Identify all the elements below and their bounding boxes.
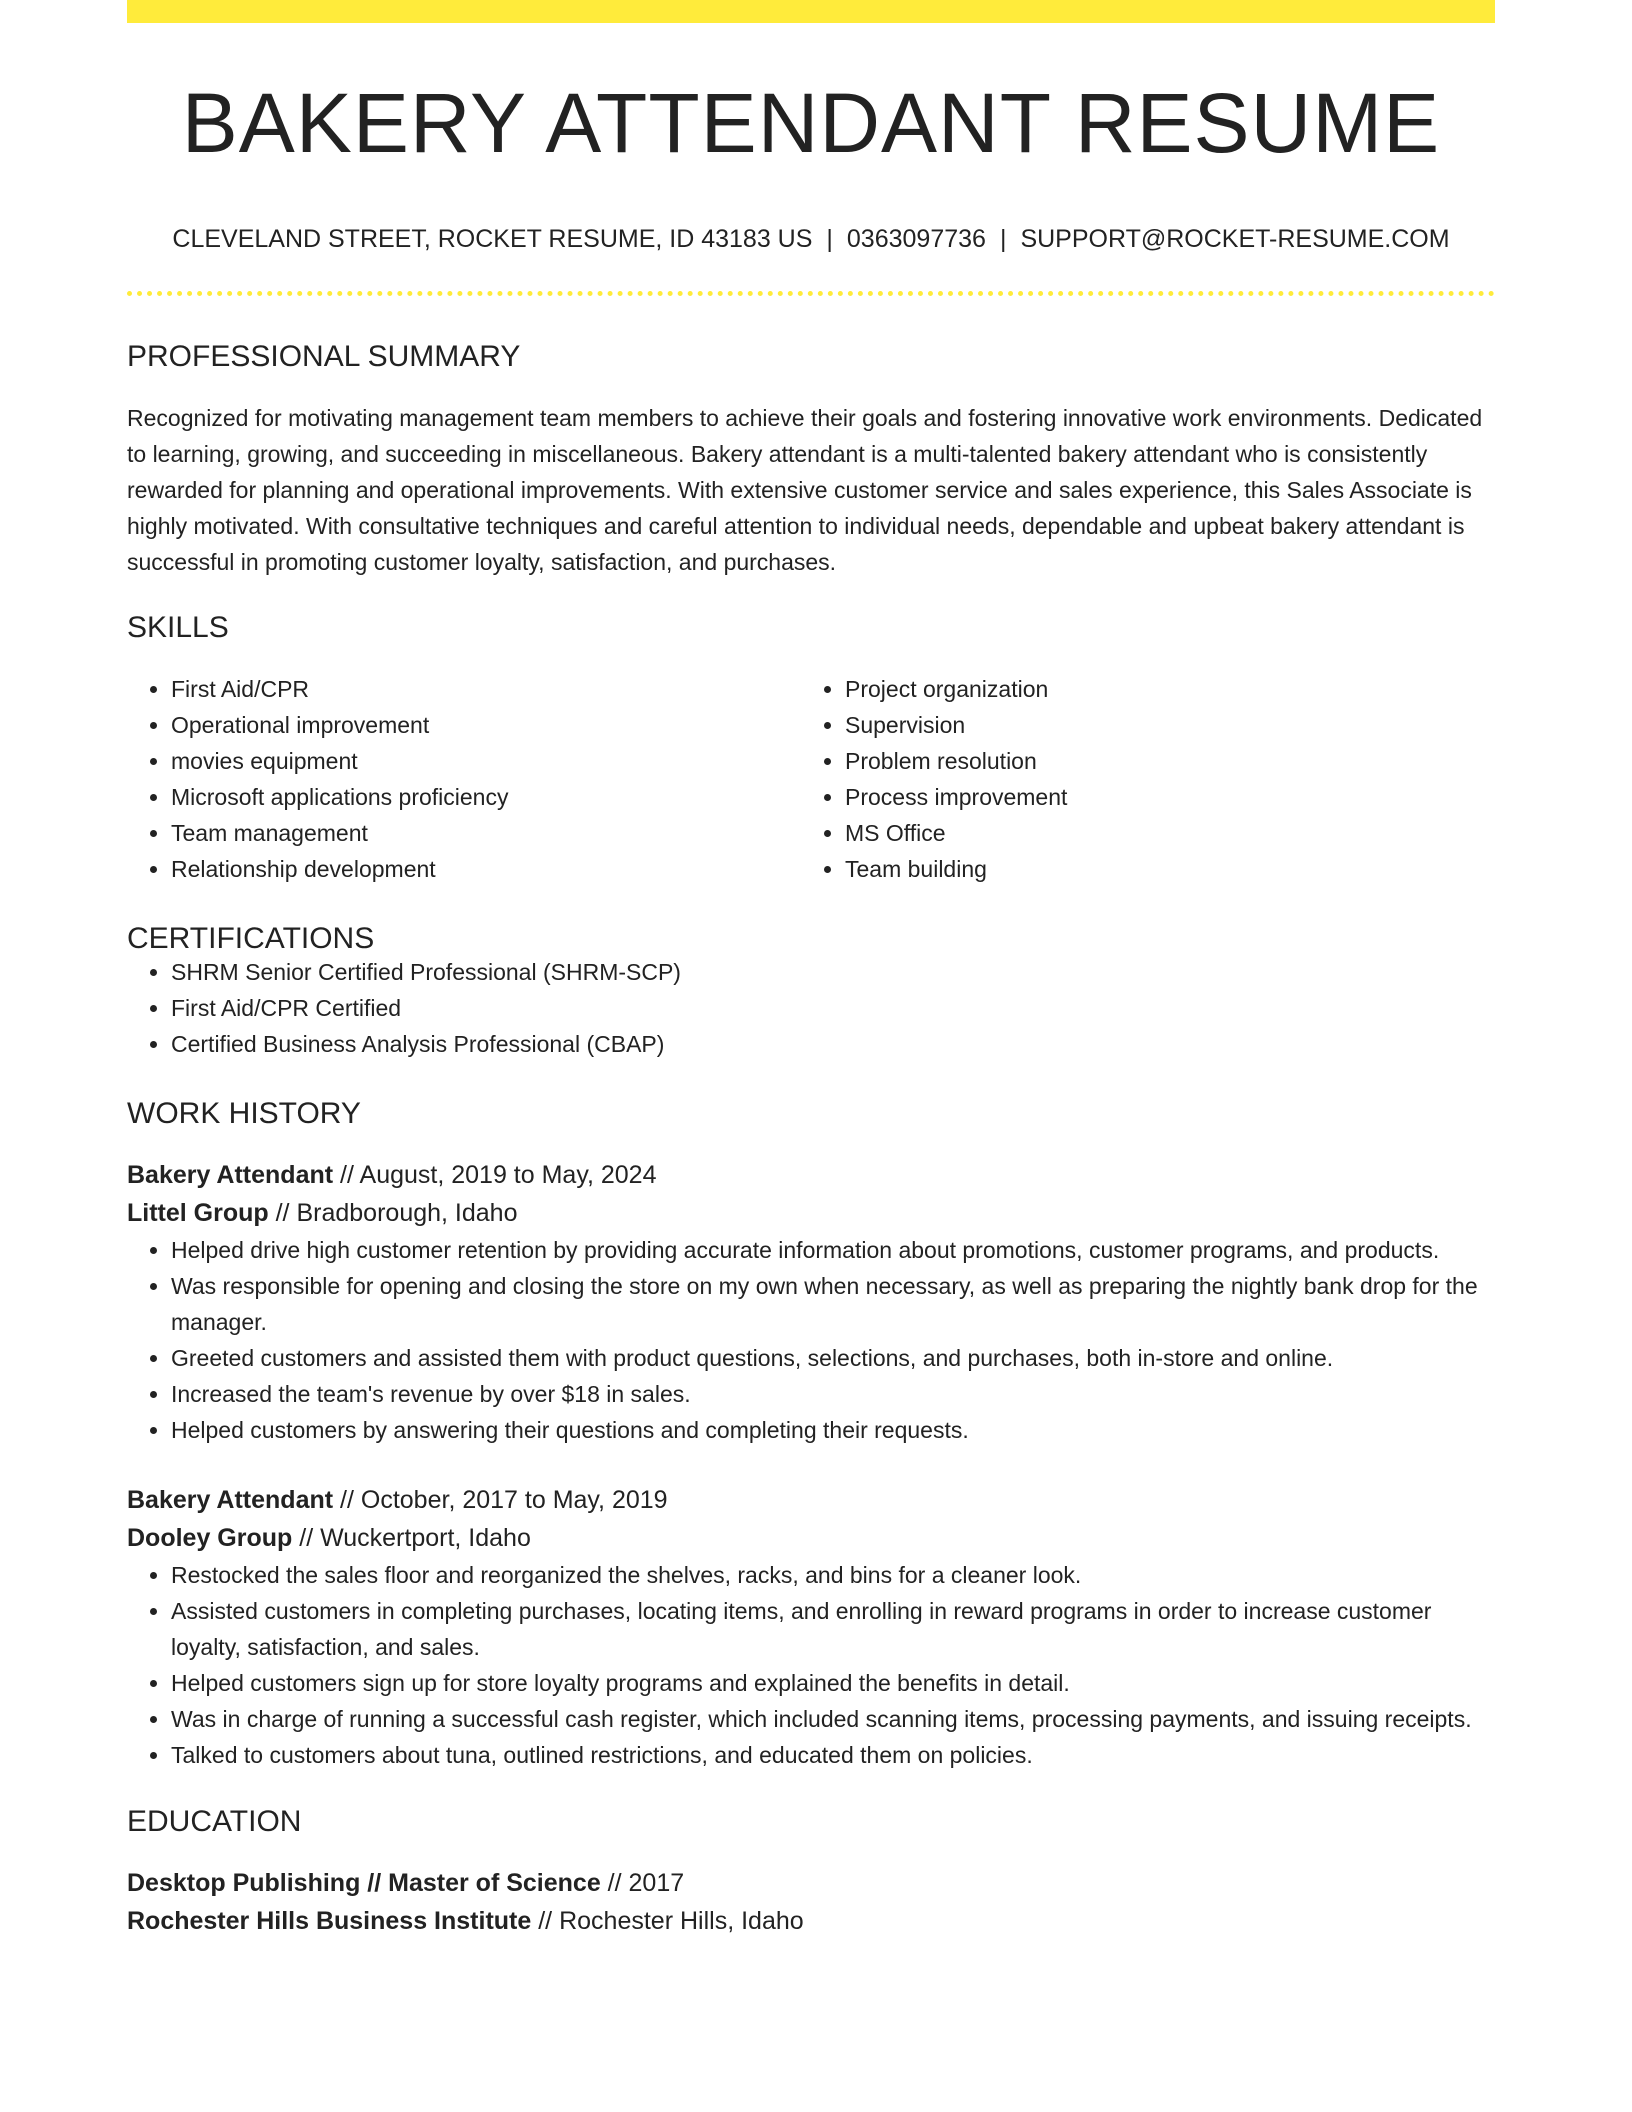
skill-item: • Team building [845, 851, 1475, 887]
divider: // [299, 1524, 314, 1552]
education-degree-line [127, 1864, 1495, 1902]
skills-heading: SKILLS [127, 611, 229, 644]
education-degree: Desktop Publishing // Master of Science [127, 1869, 601, 1897]
top-accent-bar [127, 0, 1495, 23]
skill-item: • Relationship development [171, 851, 801, 887]
education-school-line [127, 1902, 1495, 1940]
job-entry [127, 1481, 1495, 1773]
skill-item: • movies equipment [171, 743, 801, 779]
skills-column-right [801, 671, 1475, 887]
job-title-line [127, 1481, 1495, 1519]
contact-address: CLEVELAND STREET, ROCKET RESUME, ID 43183 US [172, 225, 813, 253]
dotted-divider [127, 291, 1495, 296]
job-dates: October, 2017 to May, 2019 [360, 1486, 668, 1514]
certification-item: • SHRM Senior Certified Professional (SHRM-SCP) [171, 954, 1495, 990]
job-entry [127, 1156, 1495, 1448]
certifications-heading: CERTIFICATIONS [127, 922, 375, 955]
contact-separator: | [826, 225, 833, 253]
contact-email: SUPPORT@ROCKET-RESUME.COM [1020, 225, 1450, 253]
job-bullet: • Helped drive high customer retention by providing accurate information about promotions, customer programs, and products. [171, 1232, 1495, 1268]
skill-item: • Microsoft applications proficiency [171, 779, 801, 815]
contact-separator: | [999, 225, 1007, 253]
divider: // [607, 1869, 622, 1897]
contact-phone: 0363097736 [846, 225, 986, 253]
skill-item: • Problem resolution [845, 743, 1475, 779]
skill-item: • First Aid/CPR [171, 671, 801, 707]
job-bullets [127, 1232, 1495, 1448]
resume-page [127, 0, 1495, 1940]
skill-item: • Team management [171, 815, 801, 851]
certifications-list [127, 954, 1495, 1062]
job-company: Dooley Group [127, 1524, 293, 1552]
certification-item: • First Aid/CPR Certified [171, 990, 1495, 1026]
job-bullet: • Helped customers by answering their questions and completing their requests. [171, 1412, 1495, 1448]
job-bullet: • Increased the team's revenue by over $18 in sales. [171, 1376, 1495, 1412]
summary-heading: PROFESSIONAL SUMMARY [127, 340, 521, 373]
job-location: Wuckertport, Idaho [320, 1524, 531, 1552]
divider: // [275, 1199, 290, 1227]
education-location: Rochester Hills, Idaho [559, 1907, 804, 1935]
job-bullet: • Restocked the sales floor and reorganized the shelves, racks, and bins for a cleaner look. [171, 1557, 1495, 1593]
skills-column-left [127, 671, 801, 887]
education-entry [127, 1864, 1495, 1940]
skill-item: • Project organization [845, 671, 1475, 707]
job-bullets [127, 1557, 1495, 1773]
summary-text: Recognized for motivating management team members to achieve their goals and fostering innovative work environments. Dedicated to learning, growing, and succeeding in miscellaneous. Bakery attendant is a multi-talented bakery attendant who is consistently rewarded for planning and operational improvements. With extensive customer service and sales experience, this Sales Associate is highly motivated. With consultative techniques and careful attention to individual needs, dependable and upbeat bakery attendant is successful in promoting customer loyalty, satisfaction, and purchases. [127, 405, 1483, 575]
work-history-heading: WORK HISTORY [127, 1097, 361, 1130]
skill-item: • Operational improvement [171, 707, 801, 743]
job-dates: August, 2019 to May, 2024 [359, 1161, 657, 1189]
job-bullet: • Greeted customers and assisted them with product questions, selections, and purchases, both in-store and online. [171, 1340, 1495, 1376]
job-bullet: • Was in charge of running a successful cash register, which included scanning items, processing payments, and issuing receipts. [171, 1701, 1495, 1737]
resume-title: BAKERY ATTENDANT RESUME [181, 76, 1441, 170]
job-company: Littel Group [127, 1199, 269, 1227]
certification-item: • Certified Business Analysis Professional (CBAP) [171, 1026, 1495, 1062]
skill-item: • Supervision [845, 707, 1475, 743]
job-bullet: • Was responsible for opening and closing the store on my own when necessary, as well as preparing the nightly bank drop for the manager. [171, 1268, 1495, 1340]
job-title: Bakery Attendant [127, 1161, 334, 1189]
job-bullet: • Helped customers sign up for store loyalty programs and explained the benefits in detail. [171, 1665, 1495, 1701]
divider: // [340, 1486, 354, 1514]
job-bullet: • Assisted customers in completing purchases, locating items, and enrolling in reward programs in order to increase customer loyalty, satisfaction, and sales. [171, 1593, 1495, 1665]
education-year: 2017 [628, 1869, 685, 1897]
skills-list-left [127, 671, 801, 887]
education-school: Rochester Hills Business Institute [127, 1907, 532, 1935]
job-company-line [127, 1519, 1495, 1557]
divider: // [538, 1907, 553, 1935]
job-title-line [127, 1156, 1495, 1194]
skills-grid [127, 671, 1495, 887]
skills-list-right [801, 671, 1475, 887]
education-heading: EDUCATION [127, 1805, 302, 1838]
divider: // [340, 1161, 354, 1189]
skill-item: • Process improvement [845, 779, 1475, 815]
job-title: Bakery Attendant [127, 1486, 334, 1514]
job-bullet: • Talked to customers about tuna, outlined restrictions, and educated them on policies. [171, 1737, 1495, 1773]
job-company-line [127, 1194, 1495, 1232]
job-location: Bradborough, Idaho [296, 1199, 518, 1227]
skill-item: • MS Office [845, 815, 1475, 851]
contact-line [127, 227, 1495, 252]
